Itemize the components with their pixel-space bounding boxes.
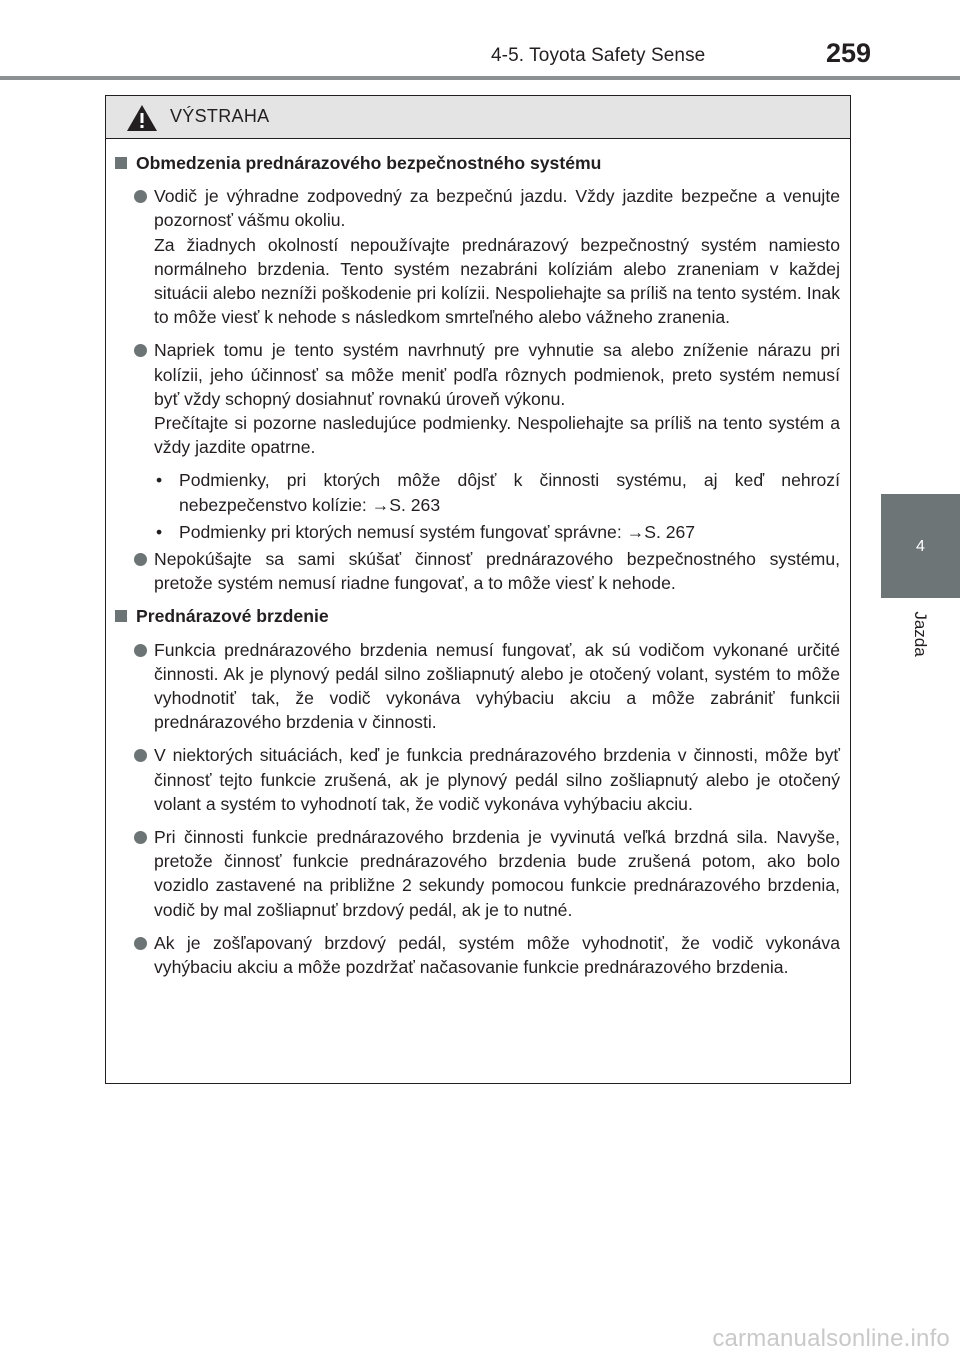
round-bullet-icon xyxy=(134,644,147,657)
sub-bullet-marker: • xyxy=(156,521,163,542)
bullet-text: Vodič je výhradne zodpovedný za bezpečnú jazdu. Vždy jazdite bezpečne a venujte pozornosť vášmu okoliu. xyxy=(154,186,840,231)
warning-body xyxy=(106,139,850,979)
round-bullet-icon xyxy=(134,190,147,203)
warning-title: VÝSTRAHA xyxy=(170,106,270,126)
sub-bullet-item: • Podmienky, pri ktorých môže dôjsť k činnosti systému, aj keď nehrozí nebezpečenstvo kolízie: →S. 263 xyxy=(156,470,840,515)
bullet-item xyxy=(115,743,840,816)
bullet-text-continued: Prečítajte si pozorne nasledujúce podmienky. Nespoliehajte sa príliš na tento systém a vždy jazdite opatrne. xyxy=(154,413,840,458)
chapter-tab xyxy=(881,494,960,598)
chapter-label: Jazda xyxy=(911,611,930,657)
bullet-text: Napriek tomu je tento systém navrhnutý pre vyhnutie sa alebo zníženie nárazu pri kolízii, jeho účinnosť sa môže meniť podľa rôznych podmienok, preto systém nemusí byť vždy schopný dosiahnuť rovnakú úroveň výkonu. xyxy=(154,340,840,409)
header-divider xyxy=(0,76,960,80)
square-bullet-icon xyxy=(115,157,127,169)
bullet-item xyxy=(115,931,840,979)
bullet-text: Ak je zošľapovaný brzdový pedál, systém môže vyhodnotiť, že vodič vykonáva vyhýbaciu akciu a môže pozdržať načasovanie funkcie prednárazového brzdenia. xyxy=(154,932,840,978)
bullet-item xyxy=(115,638,840,735)
page-number: 259 xyxy=(826,38,872,68)
bullet-text: Pri činnosti funkcie prednárazového brzdenia je vyvinutá veľká brzdná sila. Navyše, pretože činnosť funkcie prednárazového brzdenia bude zrušená potom, ako bolo vozidlo zastavené na približne 2 sekundy pomocou funkcie prednárazového brzdenia, vodič by mal zošliapnuť brzdový pedál, ak je to nutné. xyxy=(154,827,840,920)
bullet-item xyxy=(115,825,840,922)
round-bullet-icon xyxy=(134,937,147,950)
round-bullet-icon xyxy=(134,344,147,357)
bullet-text: Nepokúšajte sa sami skúšať činnosť prednárazového bezpečnostného systému, pretože systém nemusí riadne fungovať, a to môže viesť k nehode. xyxy=(154,549,840,594)
round-bullet-icon xyxy=(134,749,147,762)
bullet-text: Funkcia prednárazového brzdenia nemusí fungovať, ak sú vodičom vykonané určité činnosti. Ak je plynový pedál silno zošliapnutý alebo je otočený volant, systém to môže vyhodnotiť tak, že vodič vykonáva vyhýbaciu akciu a môže zabrániť funkcii prednárazového brzdenia v činnosti. xyxy=(154,639,840,733)
square-bullet-icon xyxy=(115,610,127,622)
bullet-item xyxy=(115,184,840,329)
watermark-url: carmanualsonline.info xyxy=(712,1325,950,1352)
header-section-title: 4-5. Toyota Safety Sense xyxy=(491,45,706,66)
bullet-item xyxy=(115,338,840,459)
warning-header xyxy=(106,96,850,139)
round-bullet-icon xyxy=(134,553,147,566)
warning-triangle-icon xyxy=(126,104,158,132)
bullet-text-continued: Za žiadnych okolností nepoužívajte prednárazový bezpečnostný systém namiesto normálneho brzdenia. Tento systém nezabráni kolíziám alebo zraneniam v každej situácii alebo nezníži poškodenie pri kolízii. Nespoliehajte sa príliš na tento systém. Inak to môže viesť k nehode s následkom smrteľného alebo vážneho zranenia. xyxy=(154,234,840,328)
sub-bullet-item: • Podmienky pri ktorých nemusí systém fungovať správne: →S. 267 xyxy=(115,520,840,544)
bullet-text: V niektorých situáciách, keď je funkcia prednárazového brzdenia v činnosti, môže byť činnosť tejto funkcie zrušená, ak je plynový pedál silno zošliapnutý alebo je otočený volant a systém to vyhodnotí tak, že vodič vykonáva vyhýbaciu akciu. xyxy=(154,745,840,814)
round-bullet-icon xyxy=(134,831,147,844)
bullet-item xyxy=(115,547,840,595)
section-heading: Prednárazové brzdenie xyxy=(115,604,840,628)
section-heading: Obmedzenia prednárazového bezpečnostného systému xyxy=(115,151,840,175)
chapter-number: 4 xyxy=(916,538,925,555)
sub-bullet-marker: • xyxy=(156,470,163,491)
warning-box xyxy=(105,95,851,1084)
